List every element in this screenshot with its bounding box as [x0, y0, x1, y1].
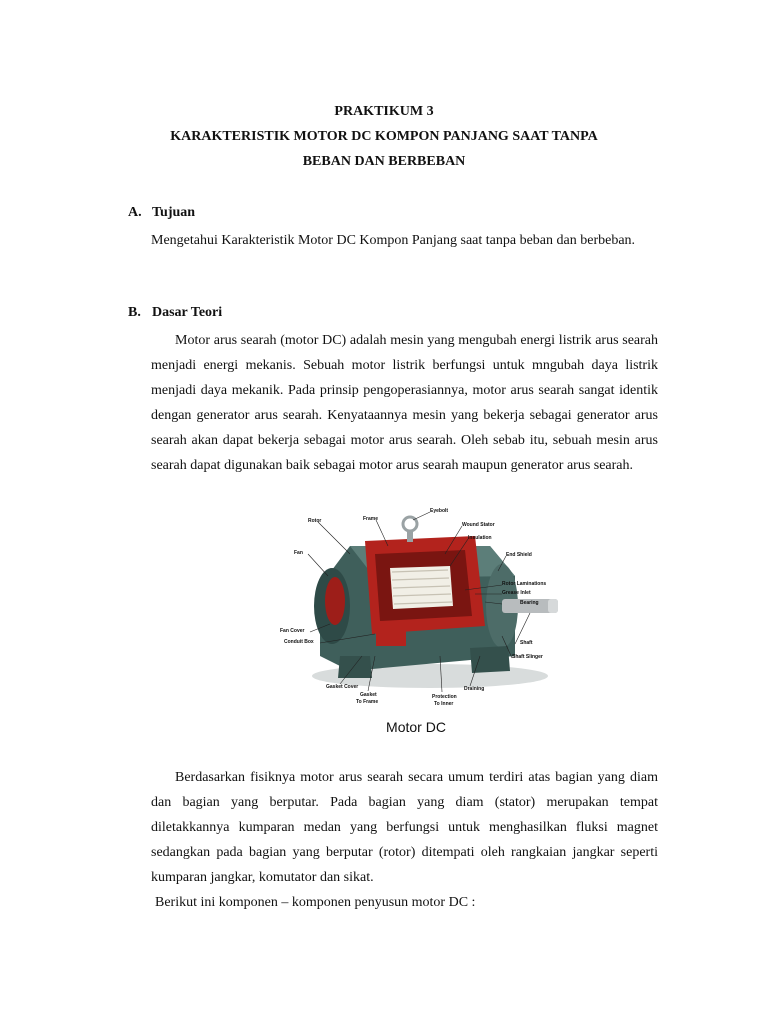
- label-shaft-slinger: Shaft Slinger: [512, 654, 543, 660]
- shaft-end: [548, 599, 558, 613]
- label-shaft: Shaft: [520, 640, 533, 646]
- section-b-paragraph-2: Berdasarkan fisiknya motor arus searah secara umum terdiri atas bagian yang diam dan bagian yang berputar. Pada bagian yang diam (stator) merupakan tempat diletakkannya kumparan medan yang berfungsi untuk menghasilkan fluksi magnet sedangkan pada bagian yang berputar (rotor) ditempati oleh rangkaian jangkar seperti kumparan jangkar, komutator dan sikat.: [151, 770, 658, 885]
- document-title-line1: KARAKTERISTIK MOTOR DC KOMPON PANJANG SAAT TANPA: [170, 129, 598, 144]
- practicum-number: PRAKTIKUM 3: [334, 104, 434, 119]
- label-eyebolt: Eyebolt: [430, 508, 449, 514]
- motor-dc-figure: [280, 506, 570, 706]
- section-b-paragraph-3: Berikut ini komponen – komponen penyusun motor DC :: [155, 895, 476, 910]
- label-conduit-box: Conduit Box: [284, 639, 314, 645]
- label-rotor: Rotor: [308, 518, 322, 524]
- section-a-title: Tujuan: [152, 205, 196, 220]
- section-b-title: Dasar Teori: [152, 305, 223, 320]
- conduit-box: [376, 624, 406, 646]
- label-draining: Draining: [464, 686, 485, 692]
- label-wound-stator: Wound Stator: [462, 522, 495, 528]
- label-to-inner: To Inner: [434, 701, 454, 706]
- label-end-shield: End Shield: [506, 552, 532, 558]
- label-gasket: Gasket: [360, 692, 377, 698]
- fan: [325, 577, 345, 625]
- label-fan-cover: Fan Cover: [280, 628, 305, 634]
- label-gasket-cover: Gasket Cover: [326, 684, 359, 690]
- label-frame: Frame: [363, 516, 379, 522]
- document-title-line2: BEBAN DAN BERBEBAN: [302, 154, 466, 169]
- section-a-text: Mengetahui Karakteristik Motor DC Kompon Panjang saat tanpa beban dan berbeban.: [151, 233, 636, 248]
- section-a-heading: [128, 205, 195, 221]
- section-b-letter: B.: [128, 305, 141, 320]
- label-insulation: Insulation: [468, 535, 492, 541]
- section-b-heading: [128, 305, 222, 321]
- label-fan: Fan: [294, 550, 303, 556]
- label-bearing: Bearing: [520, 600, 539, 606]
- section-a-letter: A.: [128, 205, 142, 220]
- figure-caption: Motor DC: [386, 719, 446, 735]
- label-rotor-laminations: Rotor Laminations: [502, 581, 547, 587]
- label-grease-inlet: Grease Inlet: [502, 590, 531, 596]
- label-to-frame: To Frame: [356, 699, 379, 705]
- section-b-paragraph-1: Motor arus searah (motor DC) adalah mesin yang mengubah energi listrik arus searah menjadi energi mekanis. Sebuah motor listrik berfungsi untuk mngubah daya listrik menjadi daya mekanik. Pada prinsip pengoperasiannya, motor arus searah sangat identik dengan generator arus searah. Kenyataannya mesin yang bekerja sebagai generator arus searah akan dapat bekerja sebagai motor arus searah. Oleh sebab itu, sebuah mesin arus searah dapat digunakan baik sebagai motor arus searah maupun generator arus searah.: [151, 333, 658, 473]
- eyebolt-stem: [407, 530, 413, 542]
- label-protection: Protection: [432, 694, 457, 700]
